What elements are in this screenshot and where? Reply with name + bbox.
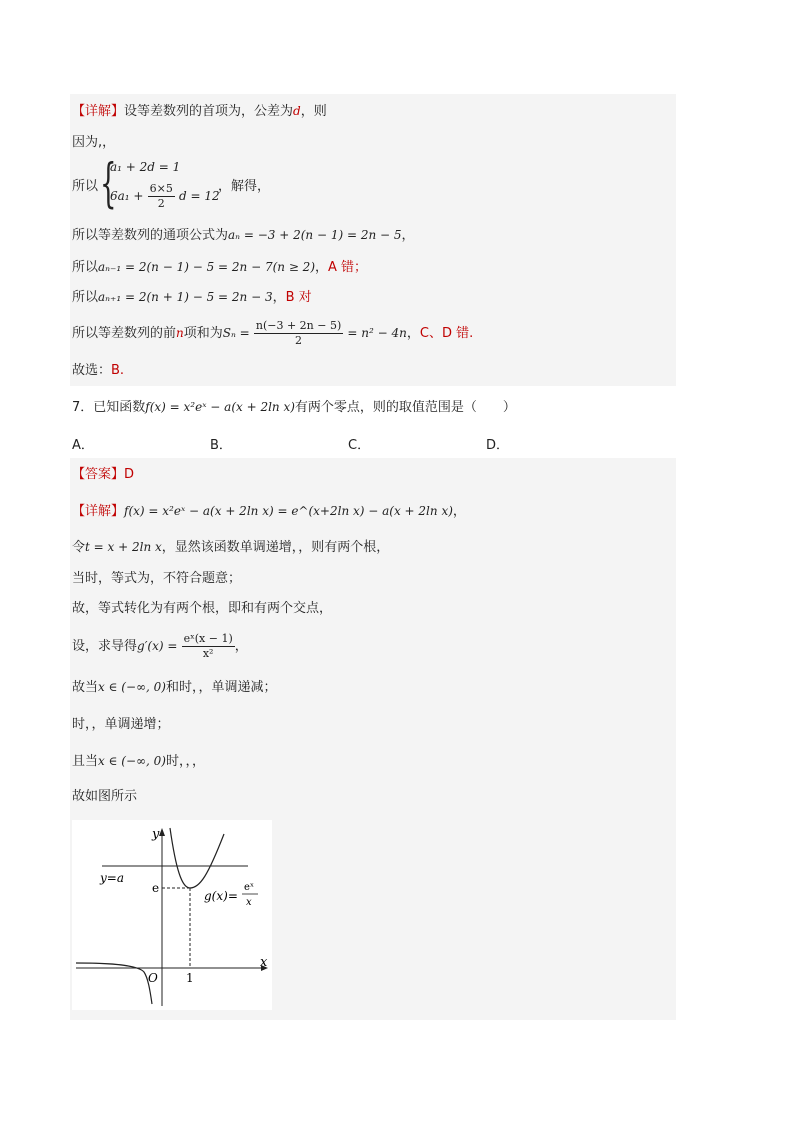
detail2-line-2: 令t = x + 2ln x，显然该函数单调递增，，则有两个根， <box>72 540 390 555</box>
option-b: B． <box>210 438 232 453</box>
graph-svg <box>72 820 272 1010</box>
y-a-label: y=a <box>100 871 124 885</box>
detail-line-1: 【详解】设等差数列的首项为，公差为d，则 <box>72 104 327 119</box>
detail2-line-5: 设，求导得g′(x) = $\frac{\text{eˣ(x − 1)}}{\text{x²}}$ ， <box>72 632 248 660</box>
detail-line-5: 所以aₙ₋₁ = 2(n − 1) − 5 = 2n − 7(n ≥ 2)，A 错； <box>72 260 368 275</box>
option-c: C． <box>348 438 371 453</box>
detail-line-4: 所以等差数列的通项公式为aₙ = −3 + 2(n − 1) = 2n − 5， <box>72 228 415 243</box>
answer-line: 【答案】D <box>72 467 135 482</box>
detail-line-3-suffix: ，解得， <box>218 179 271 194</box>
g-frac-num: eˣ <box>244 882 255 893</box>
detail2-line-7: 时，，单调递增； <box>72 717 170 732</box>
curve-left-branch <box>76 963 152 1004</box>
answer-tag: 【答案】 <box>72 467 125 482</box>
option-d: D． <box>486 438 510 453</box>
system-eq-1: a₁ + 2d = 1 <box>110 160 181 174</box>
origin-label: O <box>148 971 158 985</box>
detail2-line-9: 故如图所示 <box>72 789 138 804</box>
detail-line-3-prefix: 所以 <box>72 179 99 194</box>
equation-system <box>100 154 230 218</box>
detail-line-8: 故选：B. <box>72 363 125 378</box>
g-label: g(x)= <box>204 889 238 903</box>
detail-line-6: 所以aₙ₊₁ = 2(n + 1) − 5 = 2n − 3，B 对 <box>72 290 312 305</box>
function-graph <box>72 820 272 1010</box>
option-a: A． <box>72 438 94 453</box>
question-7: 7．已知函数f(x) = x²eˣ − a(x + 2ln x)有两个零点，则的取值范围是（ ） <box>72 400 516 415</box>
detail2-line-3: 当时，等式为，不符合题意； <box>72 571 242 586</box>
curve-right-branch <box>170 828 224 888</box>
detail2-line-4: 故，等式转化为有两个根，即和有两个交点， <box>72 601 333 616</box>
y-axis-arrow <box>159 828 165 836</box>
tick-one-label: 1 <box>186 971 194 985</box>
x-label: x <box>260 955 268 970</box>
system-eq-2: 6a₁ + $\frac{6\times 5}{2}$ d = 12 <box>110 182 220 210</box>
detail-line-7: 所以等差数列的前n项和为Sₙ = $\frac{n(-3 + 2n - 5)}{2}$ = n² − 4n，C、D 错. <box>72 319 474 347</box>
detail2-line-8: 且当x ∈ (−∞, 0)时，，， <box>72 754 205 769</box>
detail-line-2: 因为,， <box>72 135 116 150</box>
brace-symbol: { <box>100 154 117 214</box>
detail2-line-6: 故当x ∈ (−∞, 0)和时，，单调递减； <box>72 680 277 695</box>
g-frac-den: x <box>246 897 252 908</box>
detail-tag: 【详解】 <box>72 104 125 119</box>
detail2-line-1: 【详解】f(x) = x²eˣ − a(x + 2ln x) = e^(x+2ln x) − a(x + 2ln x)， <box>72 504 466 519</box>
e-label: e <box>152 881 160 895</box>
y-label: y <box>152 827 160 842</box>
